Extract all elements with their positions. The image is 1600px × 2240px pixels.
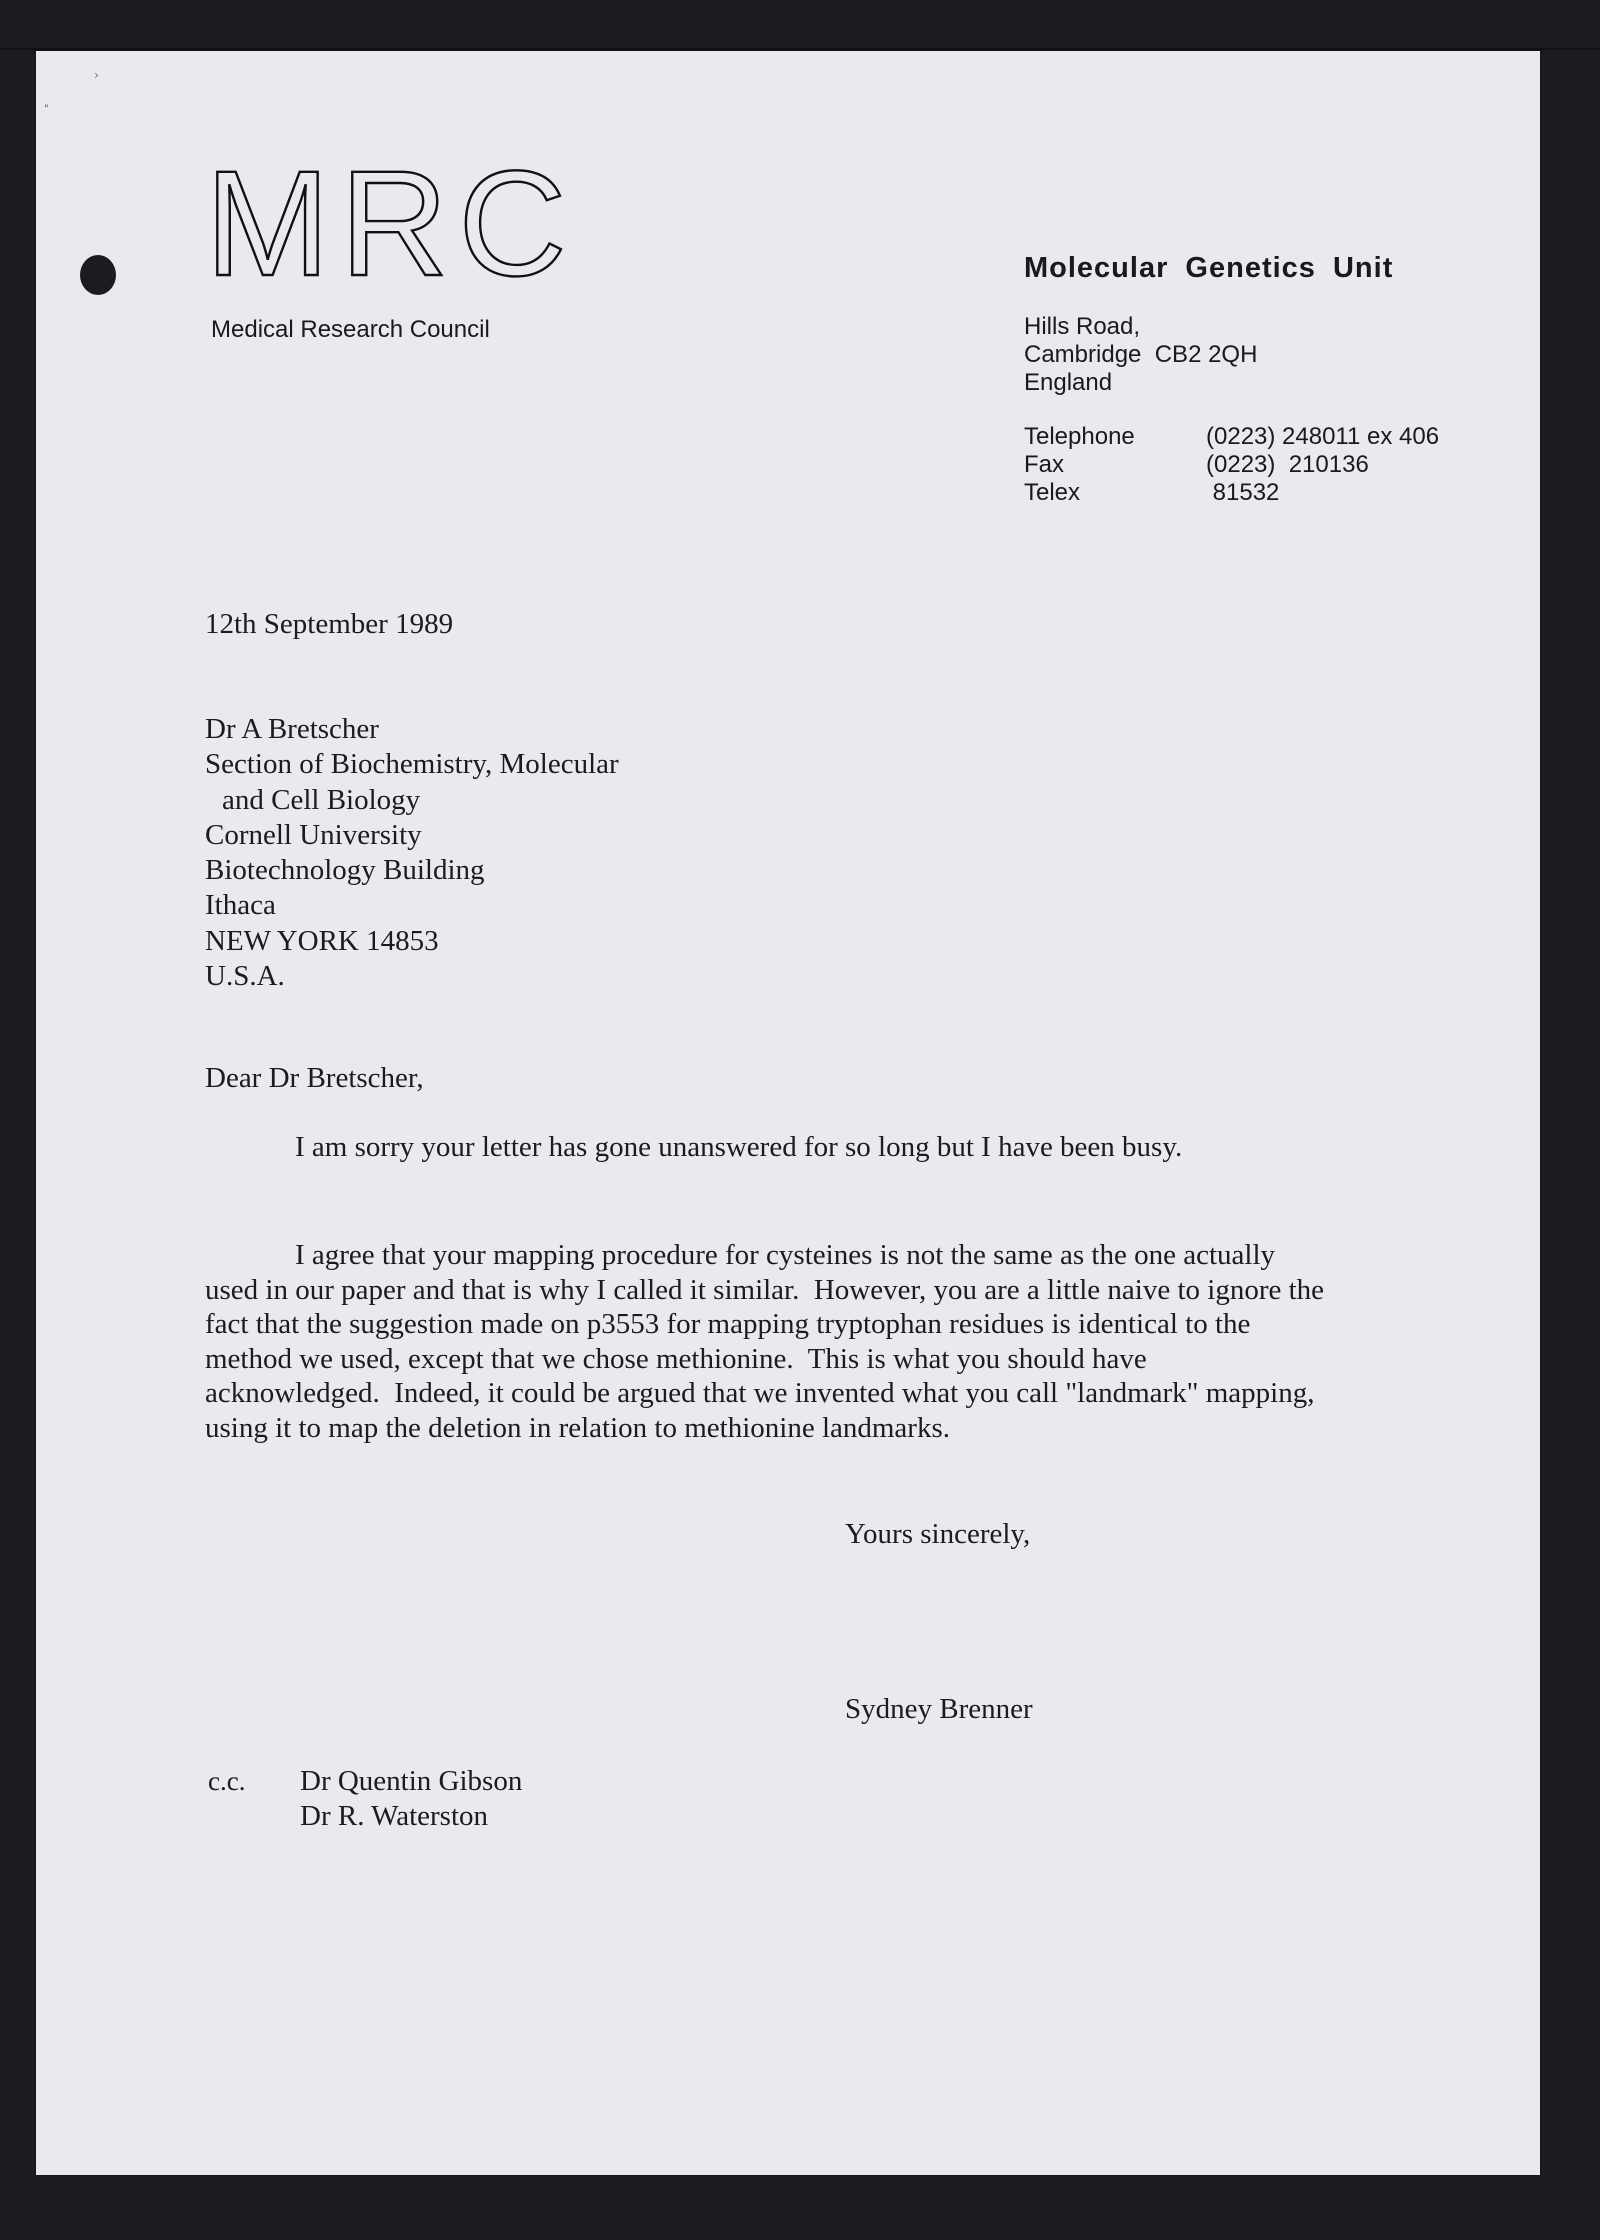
- contact-label: Fax: [1024, 451, 1065, 478]
- contact-value: 81532: [1206, 479, 1280, 506]
- recipient-line: and Cell Biology: [222, 783, 421, 816]
- address-line: Hills Road,: [1024, 313, 1141, 340]
- address-line: England: [1024, 369, 1113, 396]
- organization-name: Medical Research Council: [211, 316, 490, 343]
- backdrop-edge: [0, 48, 1600, 50]
- recipient-line: Section of Biochemistry, Molecular: [205, 748, 619, 781]
- letter-date: 12th September 1989: [205, 608, 454, 640]
- unit-title: Molecular Genetics Unit: [1024, 252, 1394, 284]
- contact-value: (0223) 210136: [1206, 451, 1369, 478]
- body-paragraph: [205, 1238, 1332, 1445]
- cc-recipient: Dr R. Waterston: [300, 1800, 489, 1832]
- paragraph-text: I am sorry your letter has gone unanswered for so long but I have been busy.: [295, 1131, 1183, 1163]
- letterhead-address: [1024, 313, 1257, 397]
- contact-value: (0223) 248011 ex 406: [1206, 423, 1440, 450]
- cc-recipient: Dr Quentin Gibson: [300, 1765, 523, 1797]
- contact-telex: [1024, 479, 1439, 507]
- cc-label: c.c.: [208, 1766, 246, 1796]
- signatory: Sydney Brenner: [845, 1693, 1033, 1725]
- body-paragraph: [205, 1130, 1325, 1165]
- paragraph-text: I agree that your mapping procedure for cysteines is not the same as the one actually used in our paper and that is why I called it similar. However, you are a little naive to ignore the fact that the suggestion made on p3553 for mapping tryptophan residues is identical to the method we used, except that we chose methionine. This is what you should have acknowledged. Indeed, it could be argued that we invented what you call "landmark" mapping, using it to map the deletion in relation to methionine landmarks.: [205, 1239, 1332, 1444]
- recipient-line: U.S.A.: [205, 960, 285, 993]
- recipient-line: Dr A Bretscher: [205, 713, 379, 745]
- cc-list: [300, 1764, 522, 1834]
- recipient-line: Cornell University: [205, 818, 422, 851]
- contact-fax: [1024, 451, 1439, 479]
- letter-page: [36, 51, 1540, 2175]
- contact-label: Telephone: [1024, 423, 1135, 450]
- contact-label: Telex: [1024, 479, 1081, 506]
- recipient-address: [205, 712, 619, 994]
- contact-telephone: [1024, 423, 1439, 451]
- paper-mark: ›: [94, 68, 99, 82]
- salutation: Dear Dr Bretscher,: [205, 1062, 424, 1094]
- mrc-logo: MRC: [205, 139, 577, 307]
- recipient-line: Biotechnology Building: [205, 854, 485, 887]
- recipient-line: NEW YORK 14853: [205, 924, 439, 957]
- letterhead-contacts: [1024, 423, 1439, 507]
- address-line: Cambridge CB2 2QH: [1024, 341, 1258, 368]
- paper-mark: ": [44, 104, 49, 115]
- punch-hole: [80, 255, 116, 295]
- closing: Yours sincerely,: [845, 1518, 1031, 1550]
- recipient-line: Ithaca: [205, 889, 276, 922]
